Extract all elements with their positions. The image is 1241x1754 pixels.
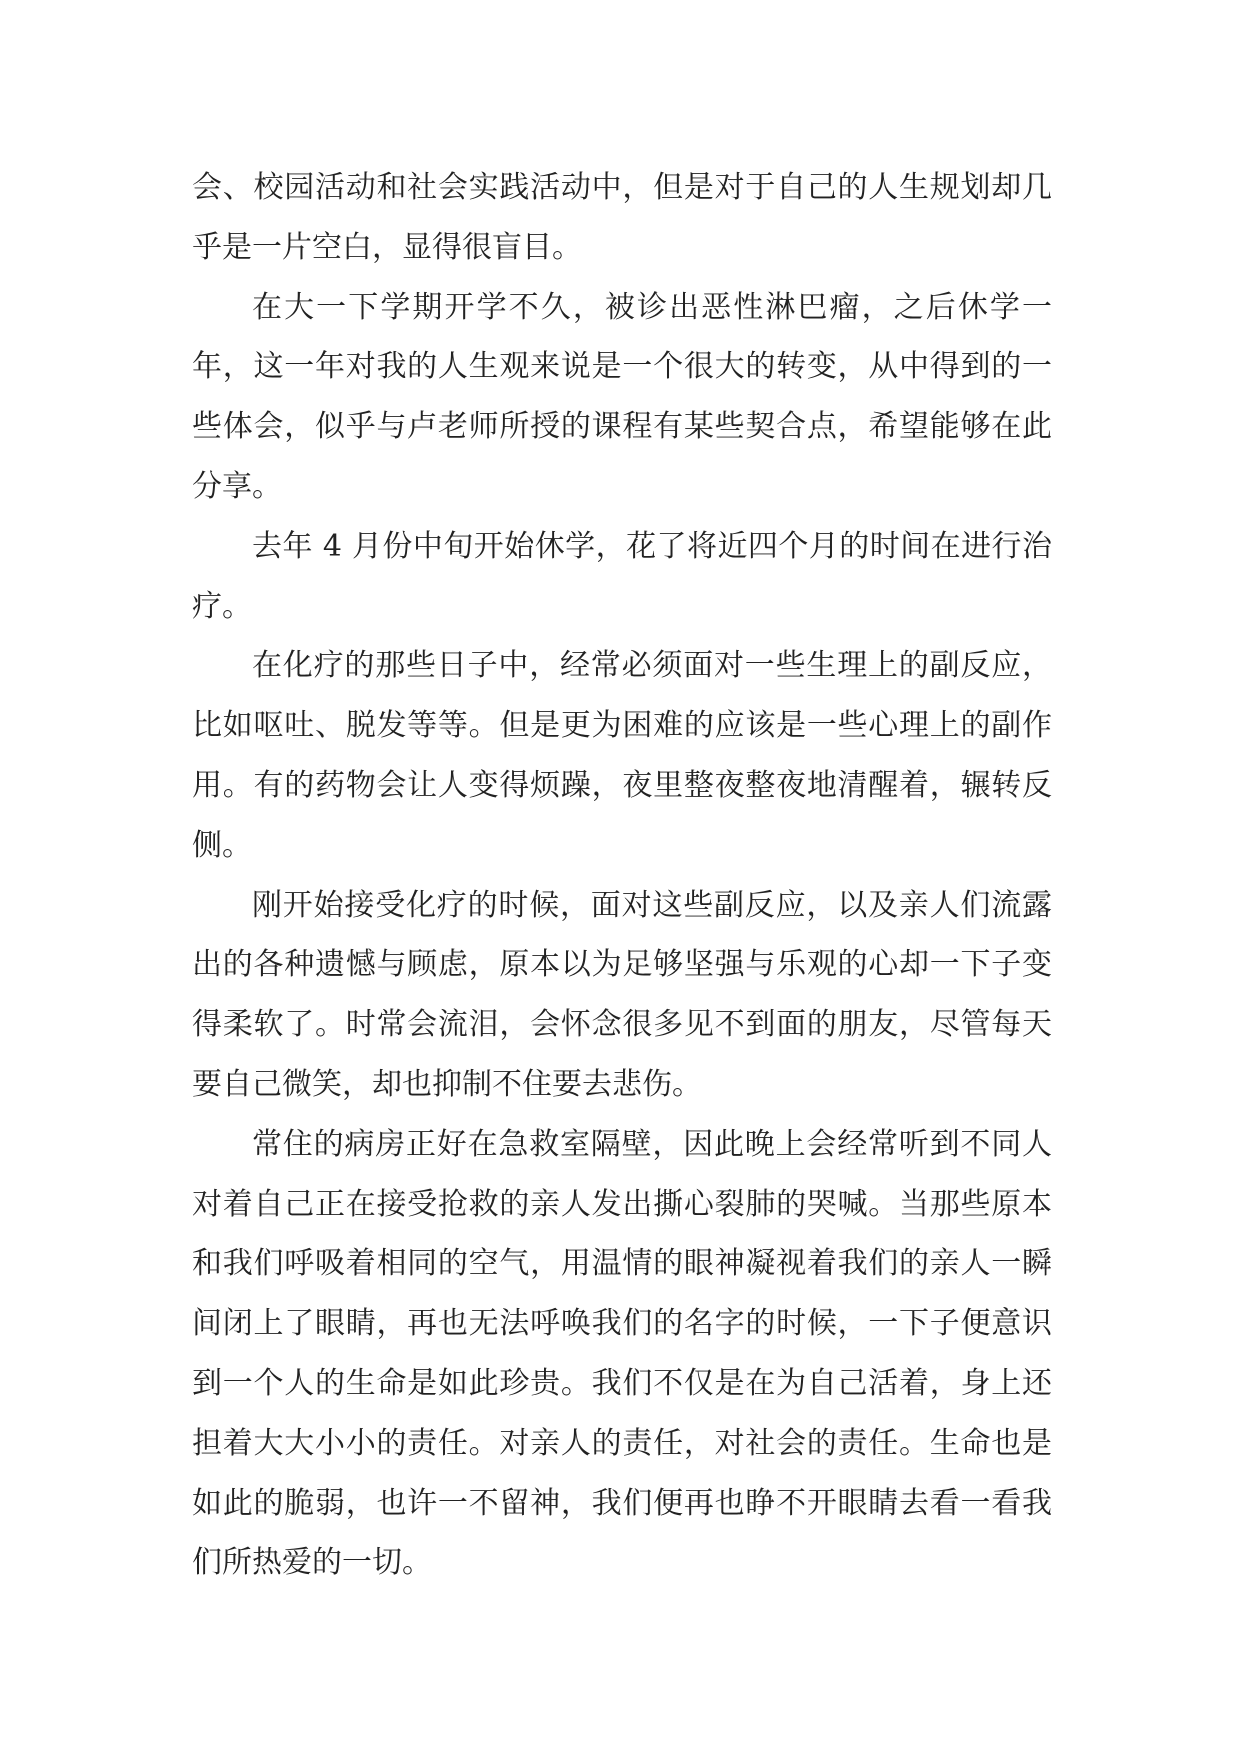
paragraph: 刚开始接受化疗的时候，面对这些副反应，以及亲人们流露出的各种遗憾与顾虑，原本以为足够坚强与乐观的心却一下子变得柔软了。时常会流泪，会怀念很多见不到面的朋友，尽管每天要自己微笑，却也抑制不住要去悲伤。 [192,887,1052,1102]
paragraph: 会、校园活动和社会实践活动中，但是对于自己的人生规划却几乎是一片空白，显得很盲目。 [192,170,1052,265]
paragraph: 在化疗的那些日子中，经常必须面对一些生理上的副反应，比如呕吐、脱发等等。但是更为困难的应该是一些心理上的副作用。有的药物会让人变得烦躁，夜里整夜整夜地清醒着，辗转反侧。 [192,648,1052,863]
paragraph: 去年 4 月份中旬开始休学，花了将近四个月的时间在进行治疗。 [192,528,1052,624]
paragraph: 常住的病房正好在急救室隔壁，因此晚上会经常听到不同人对着自己正在接受抢救的亲人发出撕心裂肺的哭喊。当那些原本和我们呼吸着相同的空气，用温情的眼神凝视着我们的亲人一瞬间闭上了眼睛，再也无法呼唤我们的名字的时候，一下子便意识到一个人的生命是如此珍贵。我们不仅是在为自己活着，身上还担着大大小小的责任。对亲人的责任，对社会的责任。生命也是如此的脆弱，也许一不留神，我们便再也睁不开眼睛去看一看我们所热爱的一切。 [192,1126,1052,1581]
body-text [192,158,1052,1593]
paragraph: 在大一下学期开学不久，被诊出恶性淋巴瘤，之后休学一年，这一年对我的人生观来说是一个很大的转变，从中得到的一些体会，似乎与卢老师所授的课程有某些契合点，希望能够在此分享。 [192,289,1052,504]
